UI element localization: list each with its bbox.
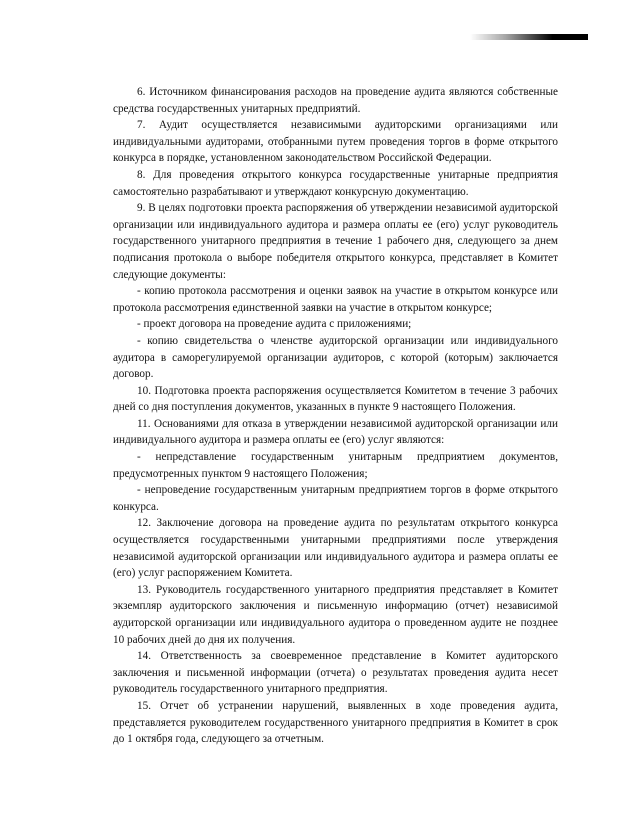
paragraph-9: 9. В целях подготовки проекта распоряжения об утверждении независимой аудиторской организации или индивидуального аудитора и размера оплаты ее (его) услуг руководитель государственного унитарного предприятия в течение 1 рабочего дня, следующего за днем подписания протокола о выборе победителя открытого конкурса, представляет в Комитет следующие документы: [113,202,558,281]
paragraph-13: 13. Руководитель государственного унитарного предприятия представляет в Комитет экземпляр аудиторского заключения и письменную информацию (отчет) независимой аудиторской организации или индивидуального аудитора о проведенном аудите не позднее 10 рабочих дней до дня их получения. [113,583,558,646]
paragraph-7: 7. Аудит осуществляется независимыми аудиторскими организациями или индивидуальными аудиторами, отобранными путем проведения торгов в форме открытого конкурса в порядке, установленном законодательством Российской Федерации. [113,119,558,165]
paragraph-15: 15. Отчет об устранении нарушений, выявленных в ходе проведения аудита, представляется руководителем государственного унитарного предприятия в Комитет в срок до 1 октября года, следующего за отчетным. [113,699,558,746]
paragraph-11: 11. Основаниями для отказа в утверждении независимой аудиторской организации или индивидуального аудитора и размера оплаты ее (его) услуг являются: [113,417,558,447]
paragraph-10: 10. Подготовка проекта распоряжения осуществляется Комитетом в течение 3 рабочих дней со дня поступления документов, указанных в пункте 9 настоящего Положения. [113,384,558,414]
paragraph-9-item-1: - копию протокола рассмотрения и оценки заявок на участие в открытом конкурсе или протокола рассмотрения единственной заявки на участие в открытом конкурсе; [113,285,558,314]
paragraph-12: 12. Заключение договора на проведение аудита по результатам открытого конкурса осуществляется государственными унитарными предприятиями после утверждения независимой аудиторской организации или индивидуального аудитора и размера оплаты ее (его) услуг распоряжением Комитета. [113,517,558,580]
paragraph-6: 6. Источником финансирования расходов на проведение аудита являются собственные средства государственных унитарных предприятий. [113,86,558,115]
paragraph-8: 8. Для проведения открытого конкурса государственные унитарные предприятия самостоятельно разрабатывают и утверждают конкурсную документацию. [113,168,558,198]
scan-artifact-mark [470,34,588,40]
document-page [113,84,558,748]
paragraph-11-item-2: - непроведение государственным унитарным предприятием торгов в форме открытого конкурса. [113,484,558,513]
paragraph-9-item-3: - копию свидетельства о членстве аудиторской организации или индивидуального аудитора в саморегулируемой организации аудиторов, с которой (которым) заключается договор. [113,334,558,381]
paragraph-14: 14. Ответственность за своевременное представление в Комитет аудиторского заключения и письменной информации (отчета) о результатах проведения аудита несет руководитель государственного унитарного предприятия. [113,650,558,696]
paragraph-9-item-2: - проект договора на проведение аудита с приложениями; [137,318,412,331]
paragraph-11-item-1: - непредставление государственным унитарным предприятием документов, предусмотренных пунктом 9 настоящего Положения; [113,451,558,480]
